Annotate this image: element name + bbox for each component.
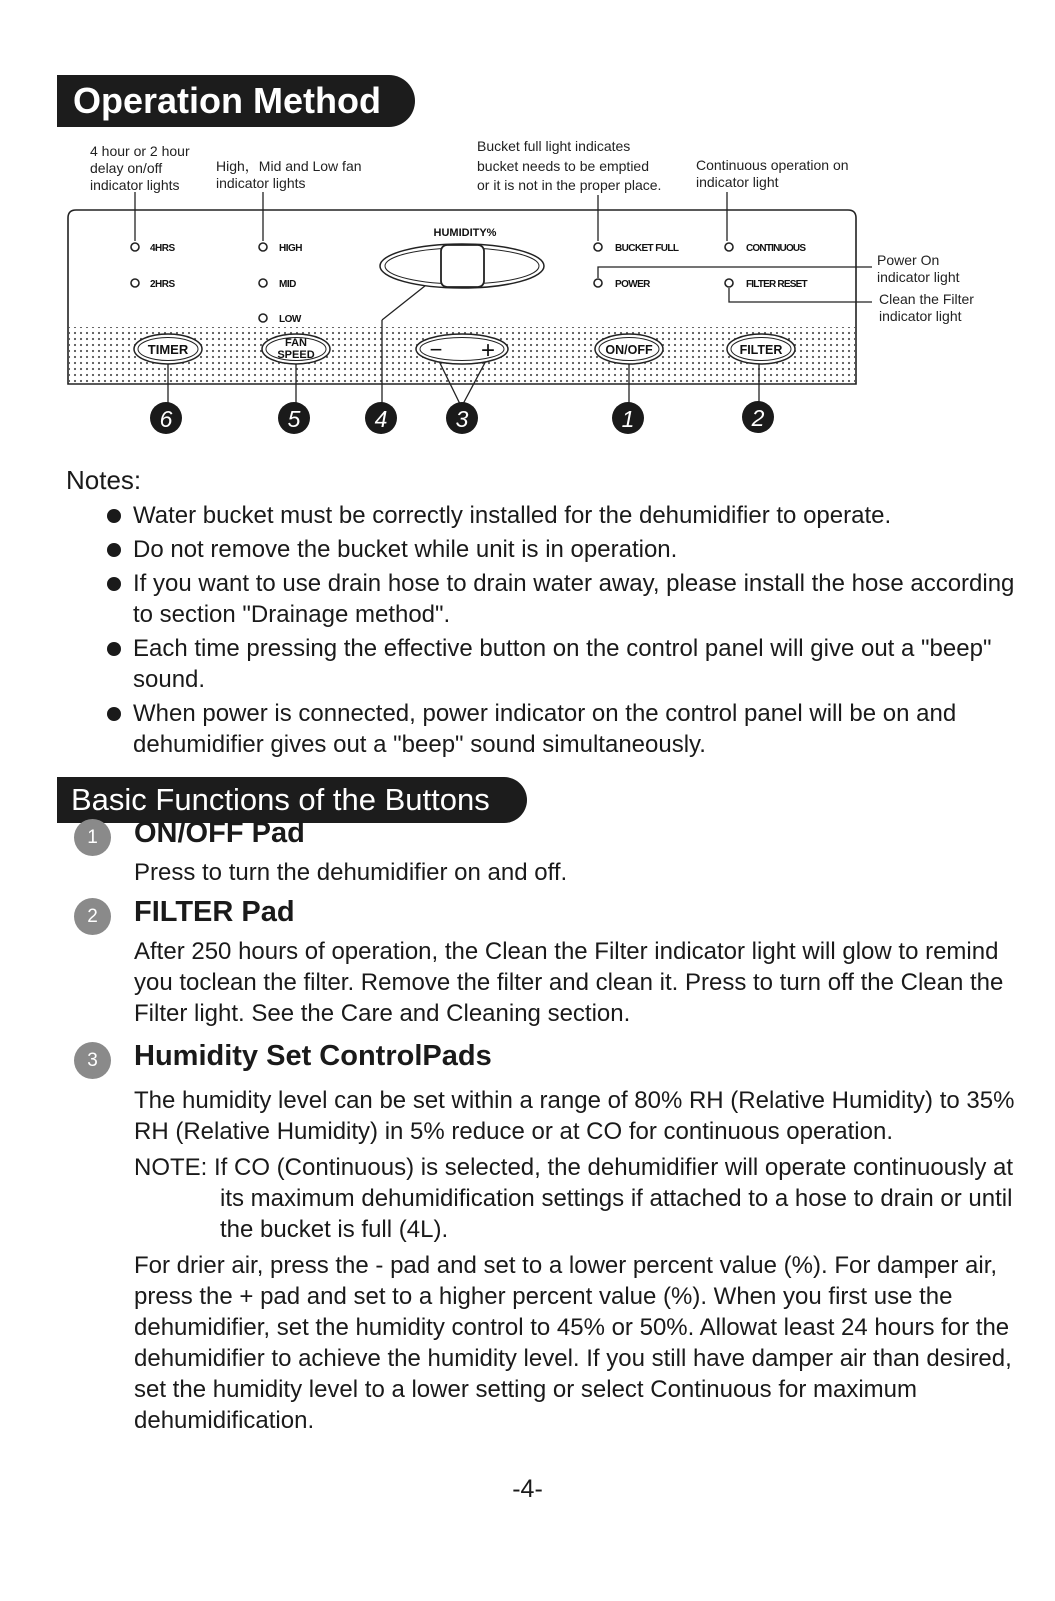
function-number-badge: 1	[74, 819, 111, 856]
callout-badges	[150, 401, 774, 434]
note-item	[105, 633, 1015, 695]
minus-button[interactable]: −	[429, 337, 443, 362]
function-note: NOTE: If CO (Continuous) is selected, the dehumidifier will operate continuously at its maximum dehumidification settings if attached to a hose to drain or until the bucket is full (4L).	[134, 1154, 1014, 1243]
on-off-button[interactable]	[595, 334, 663, 364]
callout-badge-1	[612, 402, 644, 434]
filter-button[interactable]	[727, 334, 795, 364]
callout-line: Bucket full light indicates	[477, 138, 631, 154]
callout-badge-2	[742, 401, 774, 433]
indicator-led	[594, 279, 602, 287]
notes-title: Notes:	[66, 465, 142, 495]
button-label: FILTER	[739, 343, 783, 357]
indicator-label: HIGH	[279, 243, 302, 254]
function-title: Humidity Set ControlPads	[134, 1040, 492, 1072]
indicator-label: CONTINUOUS	[746, 243, 806, 254]
function-paragraph: Press to turn the dehumidifier on and off.	[134, 859, 568, 886]
note-text: If you want to use drain hose to drain water away, please install the hose according to section "Drainage method".	[133, 570, 1015, 628]
note-item	[105, 500, 1015, 531]
plus-button[interactable]: +	[480, 337, 496, 364]
indicator-led	[594, 243, 602, 251]
button-label: TIMER	[147, 342, 189, 357]
svg-text:3: 3	[455, 406, 469, 432]
note-text: When power is connected, power indicator on the control panel will be on and dehumidifier gives out a "beep" sound simultaneously.	[133, 700, 957, 758]
button-label: SPEED	[277, 349, 315, 361]
callout-line: delay on/off	[90, 160, 163, 176]
function-body	[134, 857, 1024, 893]
callout-line: indicator light	[877, 269, 960, 285]
button-label: FAN	[285, 337, 307, 349]
bullet-icon	[107, 577, 121, 591]
callout-line: Clean the Filter	[879, 291, 974, 307]
fan-speed-button[interactable]	[262, 334, 330, 364]
svg-text:4: 4	[374, 406, 388, 432]
callout-line: Continuous operation on	[696, 157, 849, 173]
bullet-icon	[107, 543, 121, 557]
callout-line: indicator lights	[216, 175, 306, 191]
function-title: ON/OFF Pad	[134, 817, 305, 849]
indicator-label: MID	[279, 279, 296, 290]
callout-badge-4	[365, 402, 397, 434]
callout-line: bucket needs to be emptied	[477, 157, 650, 174]
button-label: ON/OFF	[605, 343, 653, 357]
function-number-badge: 2	[74, 898, 111, 935]
callout-line: indicator light	[696, 174, 779, 190]
indicator-led	[725, 279, 733, 287]
indicator-led	[259, 314, 267, 322]
bullet-icon	[107, 642, 121, 656]
svg-text:2: 2	[751, 405, 765, 431]
function-paragraph: After 250 hours of operation, the Clean the Filter indicator light will glow to remind you toclean the filter. Remove the filter and clean it. Press to turn off the Clean the Filter light. See the Care and Cleaning section.	[134, 938, 1004, 1027]
callout-badge-3	[446, 402, 478, 434]
function-title: FILTER Pad	[134, 896, 295, 928]
indicator-led	[259, 243, 267, 251]
indicator-led	[131, 279, 139, 287]
svg-text:5: 5	[287, 406, 301, 432]
function-number-badge: 3	[74, 1042, 111, 1079]
humidity-display-screen	[441, 245, 484, 287]
note-item	[105, 568, 1015, 630]
callout-badge-6	[150, 402, 182, 434]
note-text: Each time pressing the effective button on the control panel will give out a "beep" sound.	[133, 635, 992, 693]
svg-text:1: 1	[621, 406, 635, 432]
notes-list	[105, 500, 1015, 763]
note-text: Do not remove the bucket while unit is in operation.	[133, 536, 678, 563]
note-item	[105, 534, 1015, 565]
function-body	[134, 936, 1024, 1034]
indicator-label: 2HRS	[150, 279, 175, 290]
bullet-icon	[107, 707, 121, 721]
callout-line: 4 hour or 2 hour	[90, 143, 190, 159]
callout-line: High，Mid and Low fan	[216, 158, 362, 174]
function-body	[134, 1085, 1024, 1441]
section-title: Basic Functions of the Buttons	[71, 782, 490, 817]
indicator-led	[259, 279, 267, 287]
indicator-label: POWER	[615, 279, 650, 290]
timer-button[interactable]	[134, 334, 202, 364]
page-number: -4-	[512, 1475, 543, 1503]
callout-badge-5	[278, 402, 310, 434]
indicator-label: 4HRS	[150, 243, 175, 254]
function-paragraph: The humidity level can be set within a range of 80% RH (Relative Humidity) to 35% RH (Relative Humidity) in 5% reduce or at CO for continuous operation.	[134, 1087, 1015, 1145]
section-title: Operation Method	[73, 80, 381, 121]
callout-line: or it is not in the proper place.	[477, 177, 662, 193]
indicator-led	[131, 243, 139, 251]
indicator-led	[725, 243, 733, 251]
callout-line: Power On	[877, 252, 940, 268]
indicator-label: LOW	[279, 314, 301, 325]
svg-text:6: 6	[159, 406, 173, 432]
note-item	[105, 698, 1015, 760]
indicator-label: FILTER RESET	[746, 279, 807, 290]
function-paragraph: For drier air, press the - pad and set to a lower percent value (%). For damper air, press the + pad and set to a higher percent value (%). When you first use the dehumidifier, set the humidity control to 45% or 50%. Allowat least 24 hours for the dehumidifier to achieve the humidity level. If you still have damper air than desired, set the humidity level to a lower setting or select Continuous for maximum dehumidification.	[134, 1252, 1012, 1434]
note-text: Water bucket must be correctly installed for the dehumidifier to operate.	[133, 502, 892, 529]
callout-line: indicator lights	[90, 177, 180, 193]
indicator-label: BUCKET FULL	[615, 243, 679, 254]
humidity-adjust-buttons[interactable]	[416, 334, 508, 364]
callout-line: indicator light	[879, 308, 962, 324]
control-panel-diagram	[0, 0, 1055, 470]
humidity-label: HUMIDITY%	[433, 227, 497, 239]
bullet-icon	[107, 509, 121, 523]
